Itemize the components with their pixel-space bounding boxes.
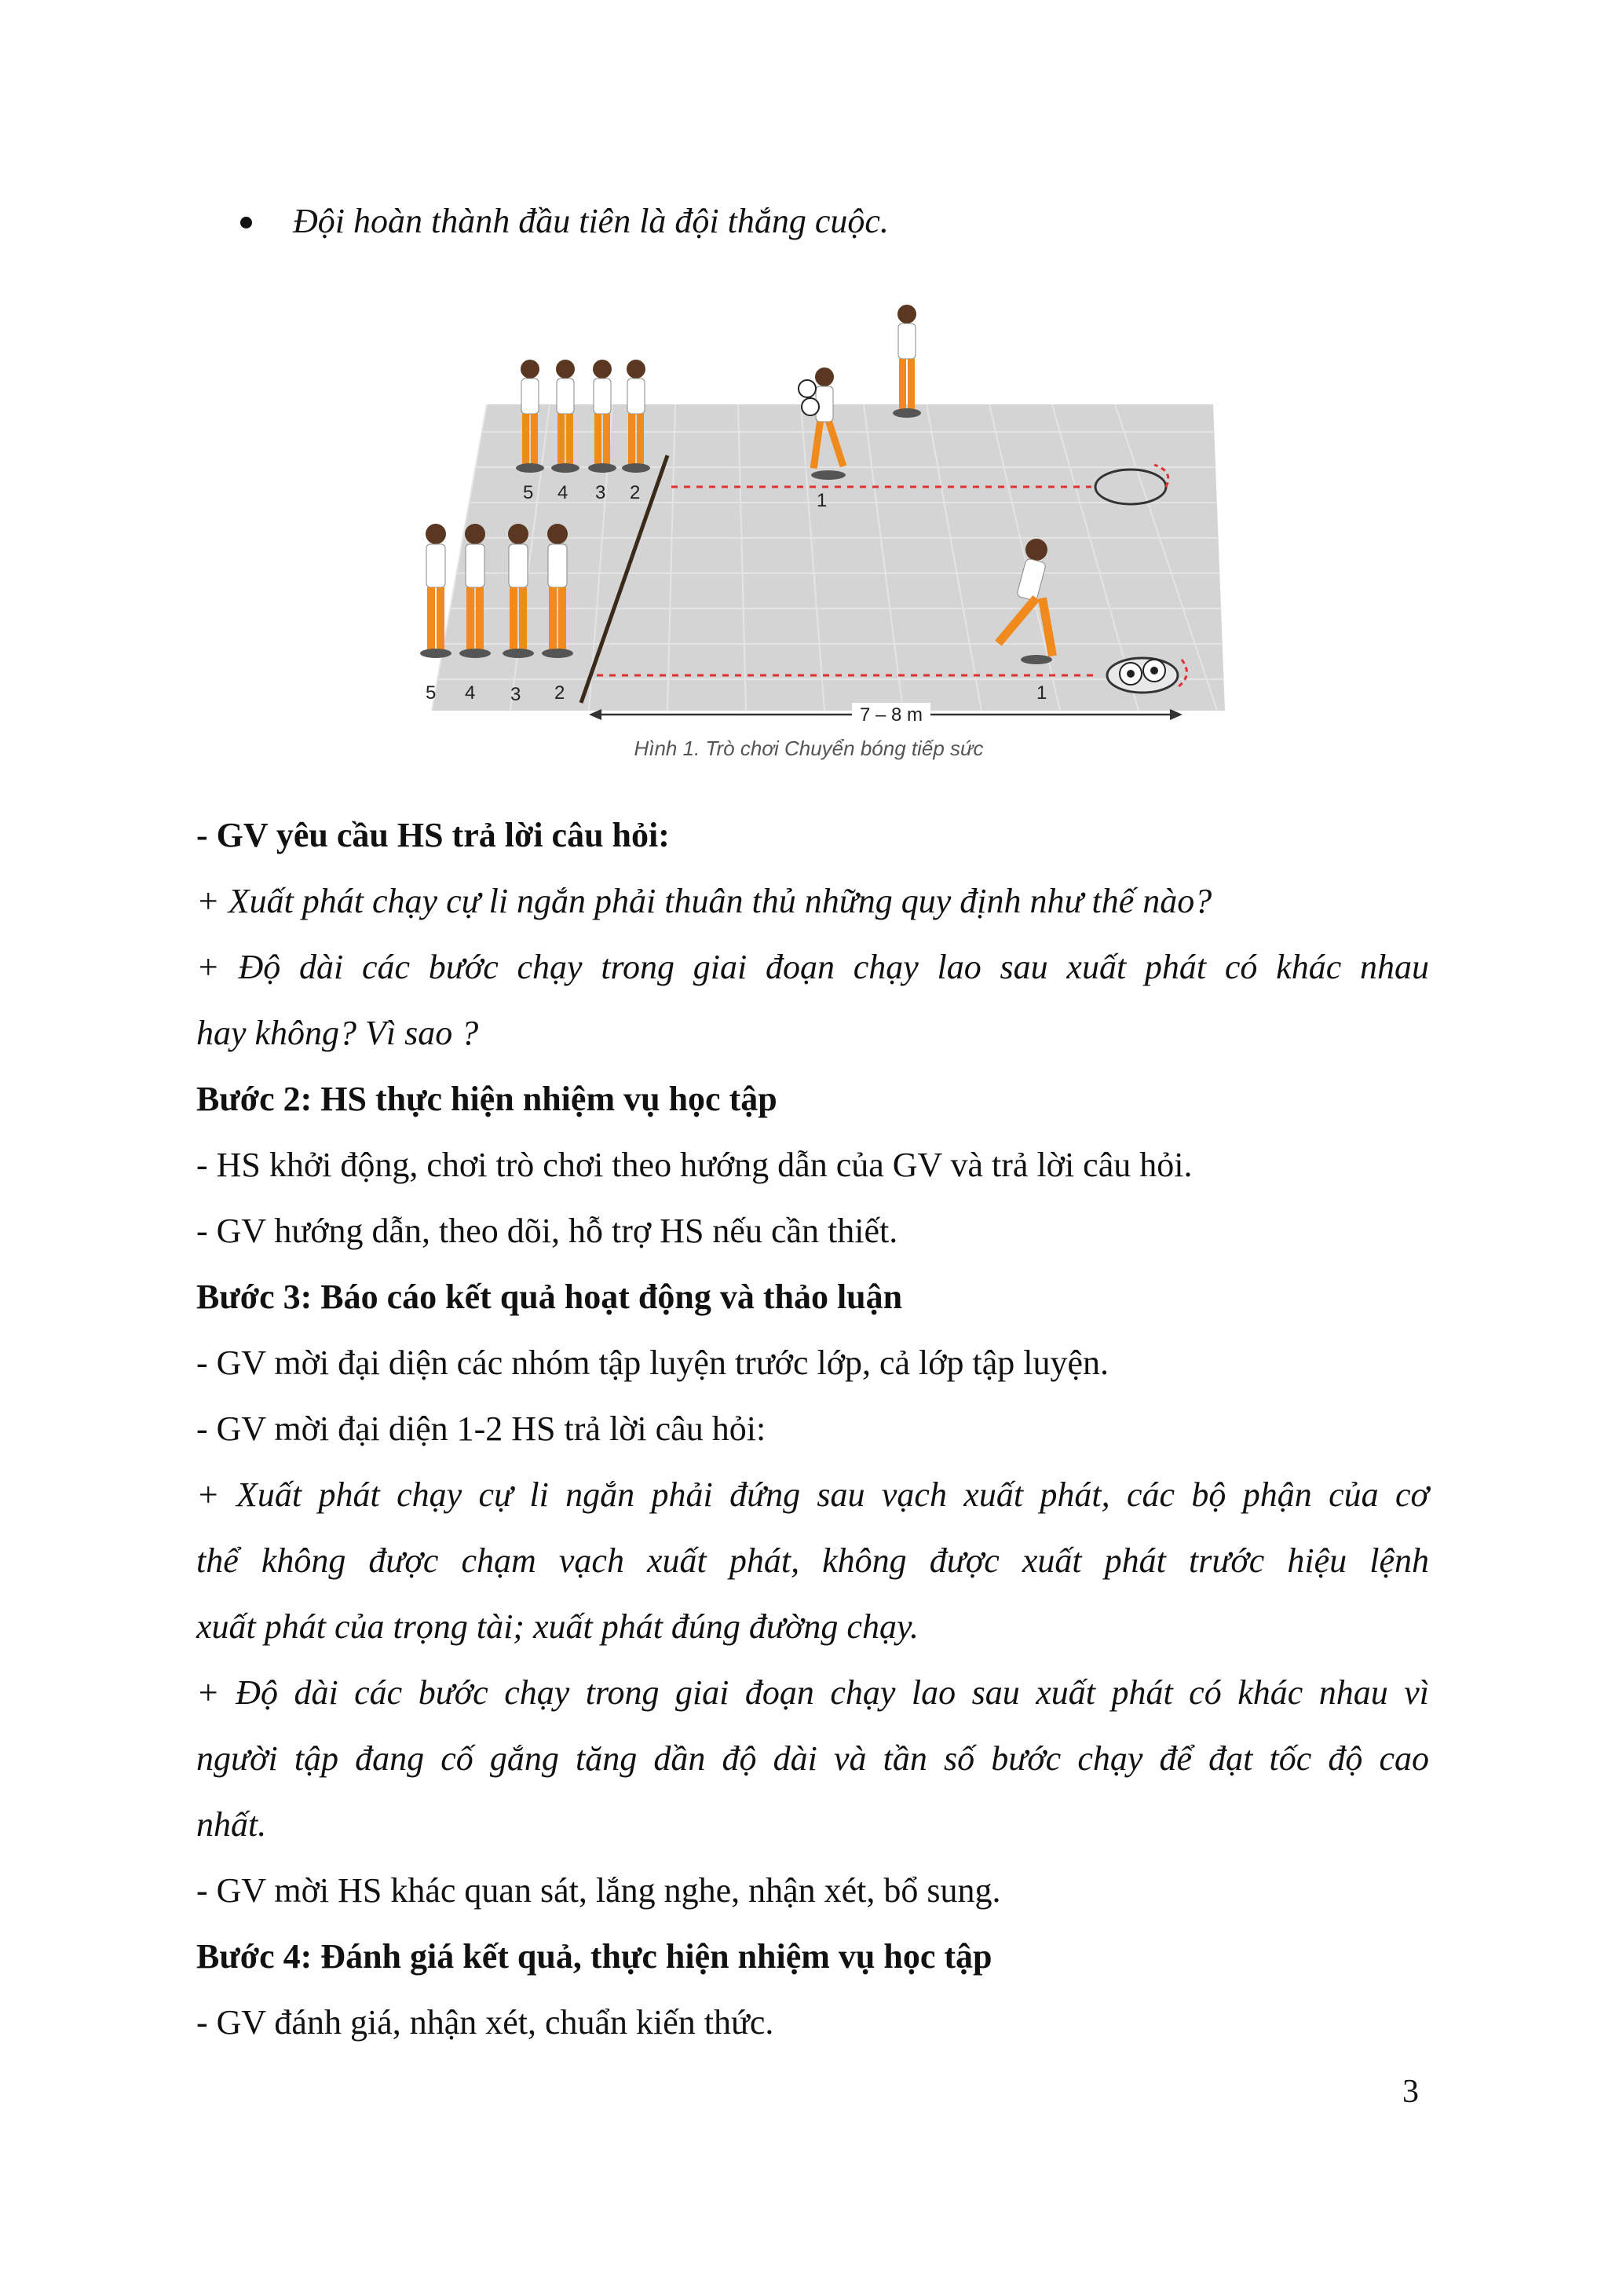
question-2-line-1: + Độ dài các bước chạy trong giai đoạn chạy lao sau xuất phát có khác nhau — [196, 948, 1429, 986]
bottom-label: 2 — [554, 682, 565, 704]
distance-label: 7 – 8 m — [859, 704, 923, 726]
answer-2-line-2: người tập đang cố gắng tăng dần độ dài và tần số bước chạy để đạt tốc độ cao — [196, 1739, 1429, 1778]
top-label: 1 — [817, 490, 828, 511]
bottom-label: 5 — [426, 682, 437, 704]
step-2-paragraph: - HS khởi động, chơi trò chơi theo hướng dẫn của GV và trả lời câu hỏi. — [196, 1146, 1193, 1184]
step-4-heading: Bước 4: Đánh giá kết quả, thực hiện nhiệm vụ học tập — [196, 1937, 992, 1976]
question-1: + Xuất phát chạy cự li ngắn phải thuân thủ những quy định như thế nào? — [196, 882, 1212, 920]
question-2-line-2: hay không? Vì sao ? — [196, 1014, 479, 1052]
section-heading: - GV yêu cầu HS trả lời câu hỏi: — [196, 816, 670, 854]
top-label: 2 — [630, 482, 641, 503]
step-3-heading: Bước 3: Báo cáo kết quả hoạt động và thảo luận — [196, 1278, 903, 1316]
section-gv-questions — [196, 803, 1429, 1066]
top-label: 5 — [523, 482, 534, 503]
ball-circle — [1107, 658, 1178, 693]
step-2-heading: Bước 2: HS thực hiện nhiệm vụ học tập — [196, 1080, 777, 1118]
bottom-label: 1 — [1036, 682, 1047, 704]
step-3-paragraph: - GV mời đại diện 1-2 HS trả lời câu hỏi: — [196, 1409, 766, 1448]
step-2 — [196, 1066, 1429, 1264]
figure-relay-game — [400, 291, 1233, 777]
step-3-paragraph: - GV mời đại diện các nhóm tập luyện trước lớp, cả lớp tập luyện. — [196, 1344, 1109, 1382]
top-label: 4 — [557, 482, 568, 503]
step-3-paragraph: - GV mời HS khác quan sát, lắng nghe, nhận xét, bổ sung. — [196, 1871, 1001, 1910]
answer-1-line-2: thể không được chạm vạch xuất phát, không được xuất phát trước hiệu lệnh — [196, 1541, 1429, 1580]
step-4 — [196, 1924, 1429, 2056]
bullet-item — [246, 196, 889, 247]
figure-caption: Hình 1. Trò chơi Chuyển bóng tiếp sức — [634, 737, 984, 760]
answer-1-line-3: xuất phát của trọng tài; xuất phát đúng đường chạy. — [196, 1607, 919, 1646]
bullet-dot-icon — [240, 217, 252, 229]
answer-2-line-1: + Độ dài các bước chạy trong giai đoạn chạy lao sau xuất phát có khác nhau vì — [196, 1673, 1429, 1712]
step-2-paragraph: - GV hướng dẫn, theo dõi, hỗ trợ HS nếu cần thiết. — [196, 1212, 898, 1250]
page-number: 3 — [1402, 2074, 1419, 2110]
bottom-label: 3 — [510, 684, 521, 705]
step-4-paragraph: - GV đánh giá, nhận xét, chuẩn kiến thức. — [196, 2003, 774, 2042]
bottom-label: 4 — [465, 682, 476, 704]
top-label: 3 — [595, 482, 606, 503]
bullet-text: Đội hoàn thành đầu tiên là đội thắng cuộc. — [293, 202, 889, 240]
step-3 — [196, 1264, 1429, 1924]
answer-1-line-1: + Xuất phát chạy cự li ngắn phải đứng sau vạch xuất phát, các bộ phận của cơ — [196, 1475, 1429, 1514]
answer-2-line-3: nhất. — [196, 1805, 267, 1844]
